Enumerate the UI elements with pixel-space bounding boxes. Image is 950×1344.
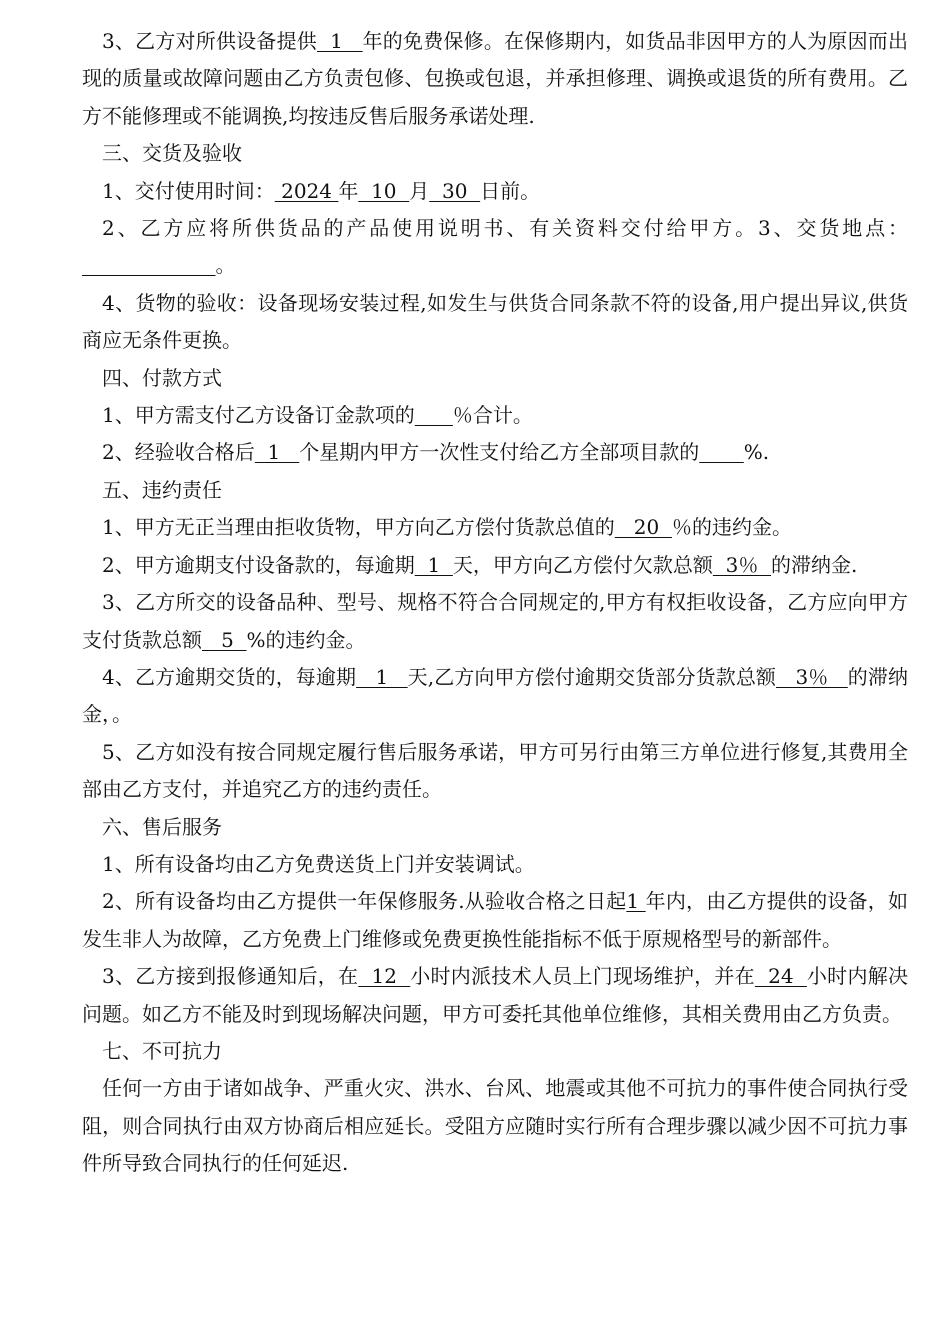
paragraph bbox=[82, 397, 908, 434]
text-run: 三、交货及验收 bbox=[102, 141, 242, 166]
paragraph bbox=[82, 1033, 908, 1070]
text-run: 4、乙方逾期交货的，每逾期 bbox=[102, 664, 357, 689]
filled-blank bbox=[82, 253, 216, 277]
filled-blank: 3％ bbox=[776, 664, 848, 689]
filled-blank: 20 bbox=[614, 515, 672, 540]
text-run: 2、经验收合格后 bbox=[102, 440, 255, 465]
text-run: 1、所有设备均由乙方免费送货上门并安装调试。 bbox=[102, 851, 535, 876]
text-run: 3、乙方所交的设备品种、型号、规格不符合合同规定的,甲方有权拒收设备，乙方应向甲方支付货款总额 bbox=[82, 590, 908, 652]
filled-blank: 12 bbox=[358, 964, 411, 989]
text-run: 2、所有设备均由乙方提供一年保修服务.从验收合格之日起 bbox=[102, 889, 627, 914]
paragraph bbox=[82, 659, 908, 734]
text-run: 个星期内甲方一次性支付给乙方全部项目款的 bbox=[299, 440, 700, 465]
text-run: 六、售后服务 bbox=[102, 814, 222, 839]
text-run: 年内，由乙方提供的设备，如发生非人为故障，乙方免费上门维修或免费更换性能指标不低于原规格型号的新部件。 bbox=[82, 889, 908, 951]
paragraph bbox=[82, 434, 908, 471]
paragraph bbox=[82, 883, 908, 958]
text-run: 1、甲方无正当理由拒收货物，甲方向乙方偿付货款总值的 bbox=[102, 515, 615, 540]
text-run: 的滞纳金，。 bbox=[82, 664, 908, 727]
text-run: 的滞纳金. bbox=[771, 552, 858, 577]
paragraph bbox=[82, 135, 908, 172]
paragraph bbox=[82, 734, 908, 809]
text-run: 天，甲方向乙方偿付欠款总额 bbox=[452, 552, 713, 577]
text-run: 月 bbox=[409, 178, 430, 203]
paragraph bbox=[82, 23, 908, 135]
filled-blank: 1 bbox=[254, 440, 300, 465]
filled-blank: 3％ bbox=[712, 552, 772, 577]
text-run: 小时内解决问题。如乙方不能及时到现场解决问题，甲方可委托其他单位维修，其相关费用由乙方负责。 bbox=[82, 964, 908, 1026]
text-run: 4、货物的验收：设备现场安装过程,如发生与供货合同条款不符的设备,用户提出异议,供货商应无条件更换。 bbox=[82, 290, 908, 353]
text-run: %的违约金。 bbox=[246, 627, 366, 652]
text-run: 年 bbox=[338, 178, 359, 203]
text-run: 2、甲方逾期支付设备款的，每逾期 bbox=[102, 552, 415, 577]
paragraph bbox=[82, 958, 908, 1033]
text-run: 七、不可抗力 bbox=[102, 1038, 222, 1063]
text-run: 2、乙方应将所供货品的产品使用说明书、有关资料交付给甲方。3、交货地点： bbox=[102, 216, 908, 241]
text-run: %. bbox=[743, 440, 770, 465]
text-run: 日前。 bbox=[480, 178, 541, 203]
paragraph bbox=[82, 173, 908, 210]
paragraph bbox=[82, 210, 908, 285]
paragraph bbox=[82, 509, 908, 546]
text-run: 天,乙方向甲方偿付逾期交货部分货款总额 bbox=[407, 664, 777, 689]
text-run: ％的违约金。 bbox=[671, 515, 792, 540]
filled-blank: 24 bbox=[754, 964, 807, 989]
paragraph bbox=[82, 846, 908, 883]
filled-blank: 1 bbox=[317, 29, 363, 53]
text-run: 1、交付使用时间： bbox=[102, 178, 275, 203]
paragraph bbox=[82, 285, 908, 360]
document-page bbox=[82, 23, 908, 1183]
paragraph bbox=[82, 547, 908, 584]
text-run: 年的免费保修。在保修期内，如货品非因甲方的人为原因而出现的质量或故障问题由乙方负责包修、包换或包退，并承担修理、调换或退货的所有费用。乙方不能修理或不能调换,均按违反售后服务承诺处理. bbox=[82, 29, 909, 128]
text-run: 3、乙方接到报修通知后，在 bbox=[102, 964, 359, 989]
paragraph bbox=[82, 1070, 908, 1182]
filled-blank bbox=[699, 440, 744, 464]
text-run: 任何一方由于诸如战争、严重火灾、洪水、台风、地震或其他不可抗力的事件使合同执行受阻，则合同执行由双方协商后相应延长。受阻方应随时实行所有合理步骤以减少因不可抗力事件所导致合同执行的任何延迟. bbox=[82, 1076, 908, 1176]
text-run: 1、甲方需支付乙方设备订金款项的 bbox=[102, 403, 415, 428]
filled-blank: 30 bbox=[429, 178, 481, 203]
text-run: 3、乙方对所供设备提供 bbox=[102, 29, 318, 53]
text-run: ％合计。 bbox=[452, 403, 533, 428]
paragraph bbox=[82, 472, 908, 509]
filled-blank: 10 bbox=[358, 178, 410, 203]
text-run: 。 bbox=[215, 253, 236, 278]
filled-blank: 1 bbox=[356, 664, 408, 689]
filled-blank bbox=[415, 403, 453, 427]
filled-blank: 1 bbox=[414, 552, 453, 577]
paragraph bbox=[82, 584, 908, 659]
filled-blank: 1 bbox=[626, 889, 646, 914]
text-run: 5、乙方如没有按合同规定履行售后服务承诺，甲方可另行由第三方单位进行修复,其费用全部由乙方支付，并追究乙方的违约责任。 bbox=[82, 739, 908, 802]
text-run: 四、付款方式 bbox=[102, 365, 222, 390]
paragraph bbox=[82, 809, 908, 846]
filled-blank: 5 bbox=[202, 627, 247, 652]
text-run: 小时内派技术人员上门现场维护，并在 bbox=[410, 964, 755, 989]
text-run: 五、违约责任 bbox=[102, 477, 222, 502]
filled-blank: 2024 bbox=[274, 178, 339, 203]
paragraph bbox=[82, 360, 908, 397]
